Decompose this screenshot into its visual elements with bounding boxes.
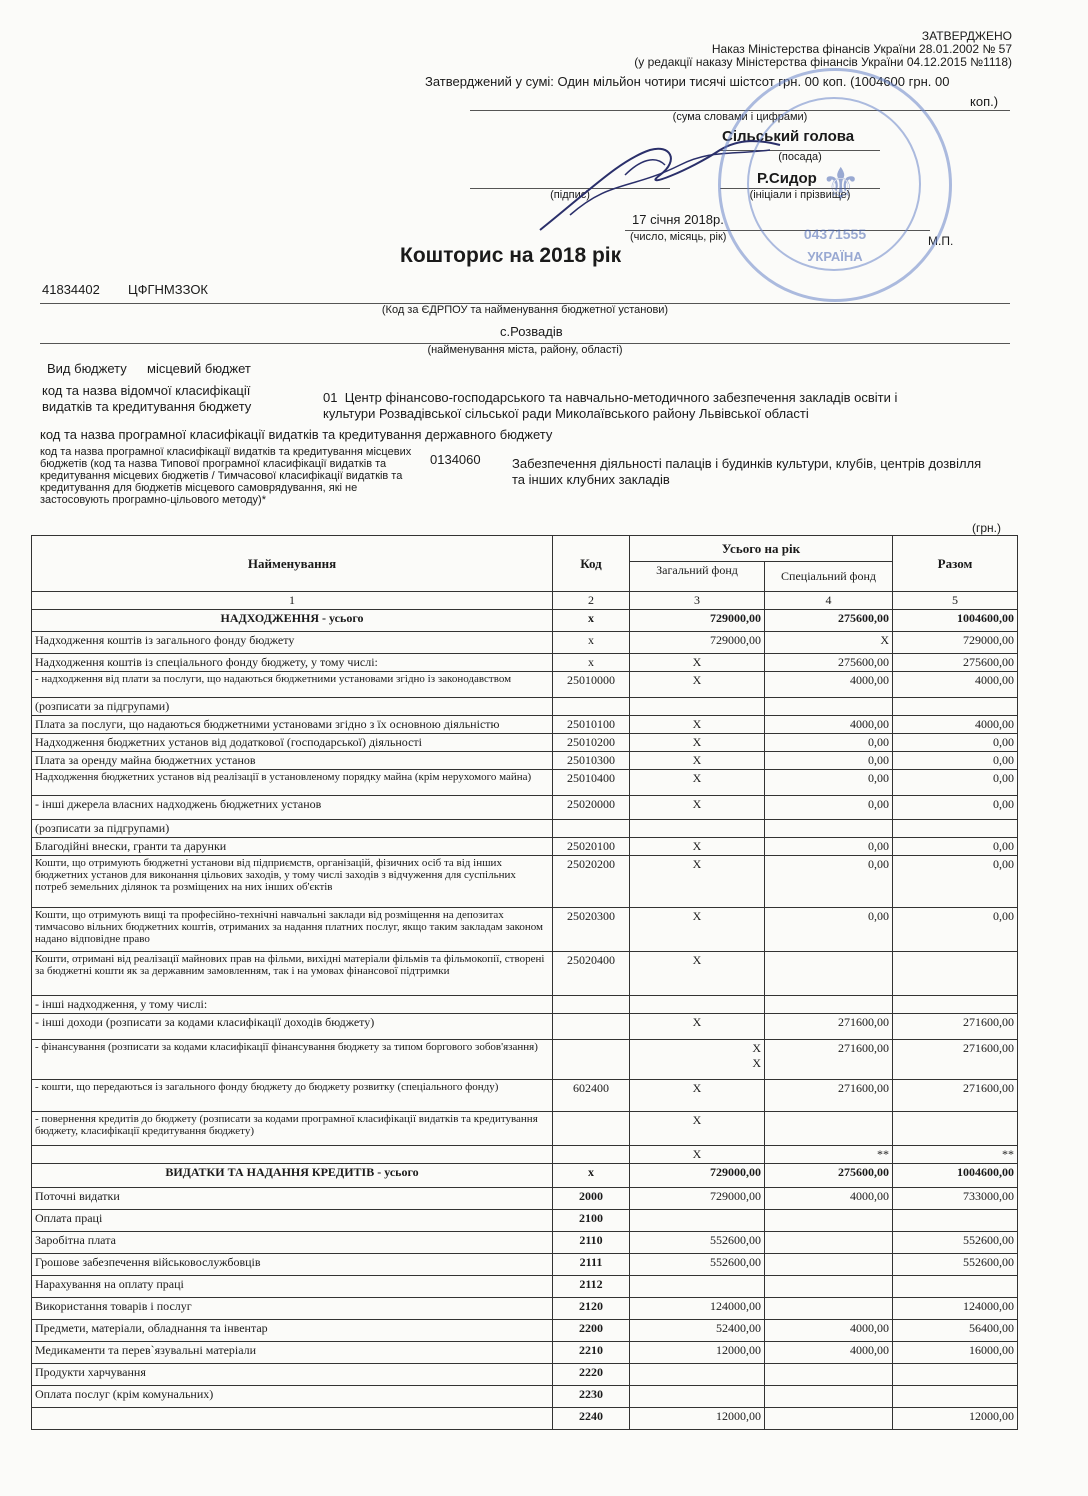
approval-order: Наказ Міністерства фінансів України 28.01.2002 № 57 xyxy=(711,42,1012,56)
table-row xyxy=(32,672,1018,698)
row-code: 2240 xyxy=(553,1408,630,1430)
row-general-fund: 729000,00 xyxy=(630,610,765,632)
row-sum: 729000,00 xyxy=(893,632,1018,654)
row-sum: 124000,00 xyxy=(893,1298,1018,1320)
row-special-fund: 275600,00 xyxy=(765,610,893,632)
table-row xyxy=(32,654,1018,672)
row-name: - кошти, що передаються із загального фонду бюджету до бюджету розвитку (спеціального фонду) xyxy=(32,1080,553,1112)
row-name: Використання товарів і послуг xyxy=(32,1298,553,1320)
dept-class-value xyxy=(323,390,897,422)
budget-table xyxy=(31,535,1018,1430)
table-row xyxy=(32,1040,1018,1080)
signature-hint: (підпис) xyxy=(470,188,670,201)
row-code xyxy=(553,1146,630,1164)
dept-class-label-line2: видатків та кредитування бюджету xyxy=(42,399,252,414)
row-general-fund xyxy=(630,1210,765,1232)
row-code xyxy=(553,698,630,716)
table-row xyxy=(32,1276,1018,1298)
row-sum: 4000,00 xyxy=(893,672,1018,698)
row-general-fund: 552600,00 xyxy=(630,1232,765,1254)
row-special-fund: 271600,00 xyxy=(765,1014,893,1040)
row-name: Кошти, що отримують бюджетні установи від підприємств, організацій, фізичних осіб та від інших бюджетних установ для виконання цільових заходів, у тому числі заходів з відчуження для суспільних потреб земельних ділянок та розміщених на них інших об'єктів xyxy=(32,856,553,908)
table-row xyxy=(32,1254,1018,1276)
table-row xyxy=(32,1320,1018,1342)
row-sum: 552600,00 xyxy=(893,1254,1018,1276)
row-general-fund: 729000,00 xyxy=(630,632,765,654)
table-row xyxy=(32,796,1018,820)
row-special-fund: 0,00 xyxy=(765,752,893,770)
row-special-fund xyxy=(765,1364,893,1386)
row-name: Оплата праці xyxy=(32,1210,553,1232)
approved-sum: Затверджений у сумі: Один мільйон чотири тисячі шістсот грн. 00 коп. (1004600 грн. 00 xyxy=(425,74,950,89)
approval-date: 17 січня 2018р. xyxy=(632,212,724,227)
table-row xyxy=(32,1386,1018,1408)
table-row xyxy=(32,1298,1018,1320)
name-hint: (ініціали і прізвище) xyxy=(720,188,880,201)
row-general-fund: 52400,00 xyxy=(630,1320,765,1342)
row-sum: 0,00 xyxy=(893,770,1018,796)
row-general-fund: Х xyxy=(630,734,765,752)
row-special-fund: 0,00 xyxy=(765,734,893,752)
table-row xyxy=(32,1014,1018,1040)
mp-label: М.П. xyxy=(928,234,954,248)
row-code: 25020200 xyxy=(553,856,630,908)
row-name xyxy=(32,1408,553,1430)
row-special-fund: 0,00 xyxy=(765,908,893,952)
table-row xyxy=(32,770,1018,796)
col-num-3: 3 xyxy=(630,592,765,610)
signer-name: Р.Сидор xyxy=(757,170,817,187)
row-code: 25020000 xyxy=(553,796,630,820)
table-row xyxy=(32,752,1018,770)
col-num-4: 4 xyxy=(765,592,893,610)
position: Сільський голова xyxy=(722,128,855,145)
row-sum xyxy=(893,1276,1018,1298)
row-sum: 4000,00 xyxy=(893,716,1018,734)
row-general-fund: Х xyxy=(630,1014,765,1040)
row-general-fund: Х xyxy=(630,672,765,698)
row-code: х xyxy=(553,632,630,654)
row-general-fund: Х Х xyxy=(630,1040,765,1080)
row-general-fund: Х xyxy=(630,1146,765,1164)
city-name: с.Розвадів xyxy=(500,324,563,339)
row-code: 2112 xyxy=(553,1276,630,1298)
local-program-code: 0134060 xyxy=(430,452,481,467)
row-code: 2120 xyxy=(553,1298,630,1320)
row-sum xyxy=(893,1364,1018,1386)
row-special-fund: 4000,00 xyxy=(765,1342,893,1364)
row-code: 25010400 xyxy=(553,770,630,796)
row-code: 25020400 xyxy=(553,952,630,996)
row-name: Грошове забезпечення військовослужбовців xyxy=(32,1254,553,1276)
row-general-fund xyxy=(630,1276,765,1298)
dept-class-name-line1: Центр фінансово-господарського та навчально-методичного забезпечення закладів освіти і xyxy=(344,390,898,405)
row-general-fund: Х xyxy=(630,770,765,796)
row-sum: 0,00 xyxy=(893,796,1018,820)
row-name: Плата за оренду майна бюджетних установ xyxy=(32,752,553,770)
institution-hint: (Код за ЄДРПОУ та найменування бюджетної установи) xyxy=(40,303,1010,316)
budget-type-label: Вид бюджету xyxy=(47,361,127,376)
row-sum xyxy=(893,820,1018,838)
row-special-fund xyxy=(765,1112,893,1146)
row-sum: 1004600,00 xyxy=(893,1164,1018,1188)
row-name: Кошти, що отримують вищі та професійно-технічні навчальні заклади від розміщення на депозитах тимчасово вільних бюджетних коштів, отриманих за надання платних послуг, якщо таким закладам законом надано відповідне право xyxy=(32,908,553,952)
row-name: (розписати за підгрупами) xyxy=(32,820,553,838)
row-code: 2200 xyxy=(553,1320,630,1342)
row-name: - повернення кредитів до бюджету (розписати за кодами програмної класифікації видатків та кредитування бюджету, класифікації кредитування бюджету) xyxy=(32,1112,553,1146)
row-general-fund: 552600,00 xyxy=(630,1254,765,1276)
row-code: 2100 xyxy=(553,1210,630,1232)
col-num-1: 1 xyxy=(32,592,553,610)
row-code: 25010100 xyxy=(553,716,630,734)
row-code xyxy=(553,1040,630,1080)
row-name: Надходження коштів із спеціального фонду бюджету, у тому числі: xyxy=(32,654,553,672)
header-total-year: Усього на рік xyxy=(630,536,893,562)
city-hint: (найменування міста, району, області) xyxy=(40,343,1010,356)
row-general-fund: Х xyxy=(630,856,765,908)
stamp-inner-ring xyxy=(747,97,921,271)
row-sum: 0,00 xyxy=(893,908,1018,952)
table-row xyxy=(32,856,1018,908)
row-general-fund: Х xyxy=(630,952,765,996)
table-row xyxy=(32,716,1018,734)
row-code: 2230 xyxy=(553,1386,630,1408)
local-program-name: Забезпечення діяльності палаців і будинків культури, клубів, центрів дозвілля та інших клубних закладів xyxy=(512,456,982,487)
row-name: Медикаменти та перев`язувальні матеріали xyxy=(32,1342,553,1364)
row-code: х xyxy=(553,1164,630,1188)
row-code: 602400 xyxy=(553,1080,630,1112)
row-name: Оплата послуг (крім комунальних) xyxy=(32,1386,553,1408)
row-general-fund xyxy=(630,698,765,716)
row-sum: 12000,00 xyxy=(893,1408,1018,1430)
row-name: - інші надходження, у тому числі: xyxy=(32,996,553,1014)
row-name xyxy=(32,1146,553,1164)
table-row xyxy=(32,908,1018,952)
row-sum xyxy=(893,952,1018,996)
approval-heading: ЗАТВЕРДЖЕНО xyxy=(921,29,1012,43)
row-general-fund: 124000,00 xyxy=(630,1298,765,1320)
row-general-fund: Х xyxy=(630,1112,765,1146)
local-program-label: код та назва програмної класифікації видатків та кредитування місцевих бюджетів (код та назва Типової програмної класифікації видатків та кредитування місцевих бюджетів / Тимчасової класифікації видатків та кредитування для бюджетів місцевого самоврядування, які не застосовують програмно-цільового методу)* xyxy=(40,446,412,506)
row-general-fund: Х xyxy=(630,654,765,672)
page-title: Кошторис на 2018 рік xyxy=(400,244,622,267)
row-sum: 1004600,00 xyxy=(893,610,1018,632)
table-row xyxy=(32,734,1018,752)
header-code: Код xyxy=(553,536,630,592)
row-general-fund: Х xyxy=(630,796,765,820)
approved-sum-end: коп.) xyxy=(970,94,999,109)
row-special-fund: 4000,00 xyxy=(765,672,893,698)
row-name: ВИДАТКИ ТА НАДАННЯ КРЕДИТІВ - усього xyxy=(32,1164,553,1188)
row-sum: 733000,00 xyxy=(893,1188,1018,1210)
row-sum xyxy=(893,698,1018,716)
row-general-fund: Х xyxy=(630,752,765,770)
row-sum: 271600,00 xyxy=(893,1014,1018,1040)
row-special-fund xyxy=(765,996,893,1014)
row-name: Надходження бюджетних установ від додаткової (господарської) діяльності xyxy=(32,734,553,752)
row-sum: 0,00 xyxy=(893,734,1018,752)
table-row xyxy=(32,952,1018,996)
row-general-fund: 12000,00 xyxy=(630,1342,765,1364)
row-sum: 552600,00 xyxy=(893,1232,1018,1254)
row-code: х xyxy=(553,654,630,672)
edrpou-code: 41834402 xyxy=(42,282,100,297)
row-sum: 275600,00 xyxy=(893,654,1018,672)
official-stamp xyxy=(718,68,952,302)
dept-class-label-line1: код та назва відомчої класифікації xyxy=(42,383,251,398)
row-name: (розписати за підгрупами) xyxy=(32,698,553,716)
row-name: Надходження бюджетних установ від реалізації в установленому порядку майна (крім нерухомого майна) xyxy=(32,770,553,796)
header-sum: Разом xyxy=(893,536,1018,592)
institution-name: ЦФГНМЗЗОК xyxy=(128,282,208,297)
row-code: 2220 xyxy=(553,1364,630,1386)
row-name: Нарахування на оплату праці xyxy=(32,1276,553,1298)
row-name: Надходження коштів із загального фонду бюджету xyxy=(32,632,553,654)
table-row xyxy=(32,698,1018,716)
approval-block xyxy=(634,30,1012,69)
table-row xyxy=(32,632,1018,654)
row-code: 2110 xyxy=(553,1232,630,1254)
row-special-fund: 275600,00 xyxy=(765,654,893,672)
row-special-fund xyxy=(765,952,893,996)
row-sum: 0,00 xyxy=(893,752,1018,770)
row-general-fund: Х xyxy=(630,838,765,856)
header-general-fund: Загальний фонд xyxy=(630,562,765,592)
row-special-fund: 275600,00 xyxy=(765,1164,893,1188)
trident-icon: ⚜ xyxy=(821,160,861,209)
header-special-fund: Спеціальний фонд xyxy=(765,562,893,592)
table-row xyxy=(32,1232,1018,1254)
row-sum xyxy=(893,1112,1018,1146)
row-name: - надходження від плати за послуги, що надаються бюджетними установами згідно із законодавством xyxy=(32,672,553,698)
row-special-fund xyxy=(765,820,893,838)
row-name: Плата за послуги, що надаються бюджетними установами згідно з їх основною діяльністю xyxy=(32,716,553,734)
row-special-fund: 0,00 xyxy=(765,856,893,908)
row-general-fund: 729000,00 xyxy=(630,1164,765,1188)
row-sum: 0,00 xyxy=(893,856,1018,908)
row-name: Предмети, матеріали, обладнання та інвентар xyxy=(32,1320,553,1342)
row-special-fund: 4000,00 xyxy=(765,1188,893,1210)
row-code: 25020100 xyxy=(553,838,630,856)
row-general-fund: Х xyxy=(630,1080,765,1112)
row-name: НАДХОДЖЕННЯ - усього xyxy=(32,610,553,632)
table-row xyxy=(32,838,1018,856)
row-general-fund: 12000,00 xyxy=(630,1408,765,1430)
row-general-fund: 729000,00 xyxy=(630,1188,765,1210)
table-row xyxy=(32,1112,1018,1146)
table-row xyxy=(32,610,1018,632)
row-general-fund xyxy=(630,996,765,1014)
row-code xyxy=(553,996,630,1014)
row-special-fund xyxy=(765,1408,893,1430)
row-special-fund: 0,00 xyxy=(765,770,893,796)
row-general-fund: Х xyxy=(630,908,765,952)
row-sum: ** xyxy=(893,1146,1018,1164)
table-row xyxy=(32,1408,1018,1430)
row-code: х xyxy=(553,610,630,632)
row-code: 25010000 xyxy=(553,672,630,698)
row-name: - фінансування (розписати за кодами класифікації фінансування бюджету за типом боргового зобов'язання) xyxy=(32,1040,553,1080)
row-special-fund xyxy=(765,1232,893,1254)
row-special-fund xyxy=(765,1386,893,1408)
row-code: 2000 xyxy=(553,1188,630,1210)
table-row xyxy=(32,1188,1018,1210)
state-program-label: код та назва програмної класифікації видатків та кредитування державного бюджету xyxy=(40,427,553,442)
row-code: 25020300 xyxy=(553,908,630,952)
col-num-2: 2 xyxy=(553,592,630,610)
table-row xyxy=(32,1146,1018,1164)
row-sum: 271600,00 xyxy=(893,1040,1018,1080)
row-special-fund xyxy=(765,1254,893,1276)
table-row xyxy=(32,996,1018,1014)
row-special-fund xyxy=(765,1276,893,1298)
row-code xyxy=(553,1014,630,1040)
header-name: Найменування xyxy=(32,536,553,592)
row-sum: 56400,00 xyxy=(893,1320,1018,1342)
row-special-fund: 0,00 xyxy=(765,838,893,856)
table-row xyxy=(32,1080,1018,1112)
row-code: 25010200 xyxy=(553,734,630,752)
row-name: Благодійні внески, гранти та дарунки xyxy=(32,838,553,856)
row-special-fund: 0,00 xyxy=(765,796,893,820)
date-hint: (число, місяць, рік) xyxy=(625,230,930,243)
table-row xyxy=(32,1364,1018,1386)
row-special-fund: 271600,00 xyxy=(765,1080,893,1112)
row-name: - інші доходи (розписати за кодами класифікації доходів бюджету) xyxy=(32,1014,553,1040)
row-sum xyxy=(893,996,1018,1014)
stamp-code: 04371555 xyxy=(803,226,867,242)
table-row xyxy=(32,820,1018,838)
table-row xyxy=(32,1210,1018,1232)
approval-order-revision: (у редакції наказу Міністерства фінансів України 04.12.2015 №1118) xyxy=(634,55,1012,69)
row-name: Заробітна плата xyxy=(32,1232,553,1254)
row-code: 2111 xyxy=(553,1254,630,1276)
dept-class-label xyxy=(42,383,251,415)
dept-class-name-line2: культури Розвадівської сільської ради Миколаївського району Львівської області xyxy=(323,406,809,421)
row-special-fund xyxy=(765,698,893,716)
row-sum: 16000,00 xyxy=(893,1342,1018,1364)
row-name: Поточні видатки xyxy=(32,1188,553,1210)
row-code: 25010300 xyxy=(553,752,630,770)
col-num-5: 5 xyxy=(893,592,1018,610)
row-general-fund xyxy=(630,1364,765,1386)
currency-unit: (грн.) xyxy=(972,521,1002,535)
row-code: 2210 xyxy=(553,1342,630,1364)
row-sum xyxy=(893,1386,1018,1408)
row-sum: 0,00 xyxy=(893,838,1018,856)
row-special-fund: 4000,00 xyxy=(765,716,893,734)
row-special-fund xyxy=(765,1298,893,1320)
row-name: Кошти, отримані від реалізації майнових прав на фільми, вихідні матеріали фільмів та фільмокопії, створені за бюджетні кошти як за державним замовленням, так і на умовах фінансової підтримки xyxy=(32,952,553,996)
row-general-fund xyxy=(630,1386,765,1408)
row-special-fund: ** xyxy=(765,1146,893,1164)
row-special-fund: 271600,00 xyxy=(765,1040,893,1080)
sum-hint: (сума словами і цифрами) xyxy=(470,110,1010,123)
row-special-fund xyxy=(765,1210,893,1232)
position-hint: (посада) xyxy=(720,150,880,163)
row-special-fund: Х xyxy=(765,632,893,654)
stamp-country: УКРАЇНА xyxy=(807,249,863,264)
dept-class-code: 01 xyxy=(323,390,338,405)
row-general-fund xyxy=(630,820,765,838)
row-general-fund: Х xyxy=(630,716,765,734)
row-code xyxy=(553,1112,630,1146)
row-special-fund: 4000,00 xyxy=(765,1320,893,1342)
row-name: Продукти харчування xyxy=(32,1364,553,1386)
table-row xyxy=(32,1164,1018,1188)
budget-type-value: місцевий бюджет xyxy=(147,361,251,376)
row-sum xyxy=(893,1210,1018,1232)
row-sum: 271600,00 xyxy=(893,1080,1018,1112)
table-row xyxy=(32,1342,1018,1364)
row-name: - інші джерела власних надходжень бюджетних установ xyxy=(32,796,553,820)
row-code xyxy=(553,820,630,838)
